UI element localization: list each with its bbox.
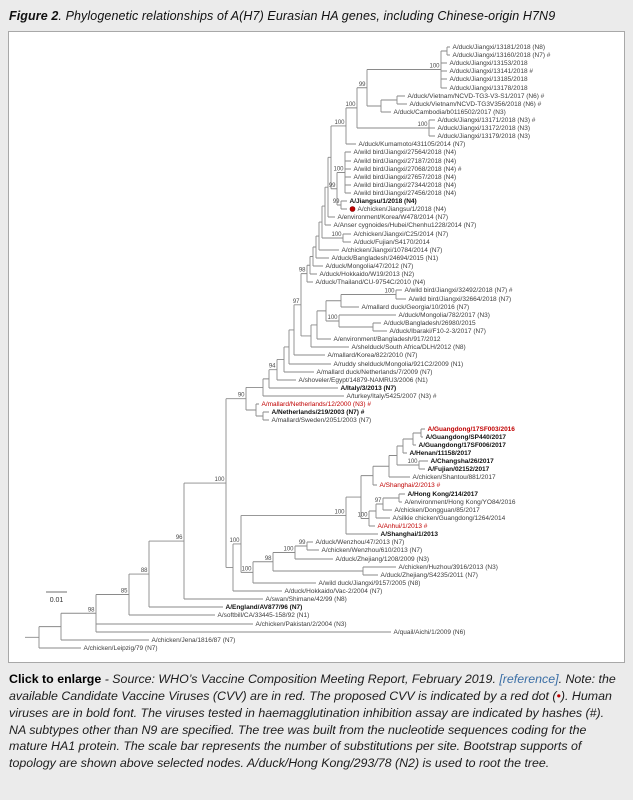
taxon-label: A/Anser cygnoides/Hubei/Chenhu1228/2014 (N7) bbox=[333, 222, 477, 230]
taxon-label: A/environment/Korea/W478/2014 (N7) bbox=[337, 214, 449, 222]
taxon-label: A/Netherlands/219/2003 (N7) # bbox=[271, 409, 365, 417]
taxon-label: A/wild bird/Jiangxi/27068/2018 (N4) # bbox=[353, 166, 462, 174]
caption-source: - Source: WHO’s Vaccine Composition Meeting Report, February 2019. bbox=[101, 672, 500, 686]
taxon-label: A/swan/Shimane/42/99 (N8) bbox=[265, 596, 347, 604]
taxon-label: A/duck/Mongolia/782/2017 (N3) bbox=[398, 312, 490, 320]
taxon-label: A/turkey/Italy/5425/2007 (N3) # bbox=[346, 393, 437, 401]
taxon-label: A/ruddy shelduck/Mongolia/921C2/2009 (N1) bbox=[333, 361, 464, 369]
bootstrap-value: 97 bbox=[374, 498, 382, 504]
taxon-label: A/mallard/Sweden/2051/2003 (N7) bbox=[271, 417, 372, 425]
taxon-label: A/duck/Ibaraki/F10-2-3/2017 (N7) bbox=[389, 328, 486, 336]
taxon-label: A/wild bird/Jiangxi/27344/2018 (N4) bbox=[353, 182, 457, 190]
taxon-label: A/chicken/Jiangxi/10784/2014 (N7) bbox=[341, 247, 443, 255]
scale-bar-label: 0.01 bbox=[49, 597, 64, 604]
taxon-label: A/mallard/Korea/822/2010 (N7) bbox=[327, 352, 418, 360]
red-dot-glyph: • bbox=[556, 688, 561, 703]
taxon-label: A/chicken/Pakistan/2/2004 (N3) bbox=[255, 621, 347, 629]
taxon-label: A/duck/Fujian/S4170/2014 bbox=[353, 239, 430, 247]
taxon-label: A/shoveler/Egypt/14879-NAMRU3/2006 (N1) bbox=[298, 377, 428, 385]
taxon-label: A/mallard duck/Georgia/10/2016 (N7) bbox=[361, 304, 470, 312]
taxon-label: A/duck/Bangladesh/26980/2015 bbox=[383, 320, 476, 328]
bootstrap-value: 100 bbox=[417, 122, 428, 128]
taxon-label: A/duck/Jiangxi/13185/2018 bbox=[449, 76, 528, 84]
bootstrap-value: 100 bbox=[283, 546, 294, 553]
taxon-label: A/duck/Mongolia/47/2012 (N7) bbox=[325, 263, 414, 271]
bootstrap-value: 99 bbox=[328, 182, 336, 189]
bootstrap-value: 98 bbox=[298, 267, 306, 274]
bootstrap-value: 99 bbox=[298, 540, 306, 546]
bootstrap-value: 85 bbox=[120, 588, 128, 595]
taxon-label: A/wild duck/Jiangxi/9157/2005 (N8) bbox=[318, 580, 421, 588]
taxon-label: A/wild bird/Jiangxi/27187/2018 (N4) bbox=[353, 158, 457, 166]
bootstrap-value: 100 bbox=[214, 477, 225, 484]
taxon-label: A/duck/Zhejiang/S4235/2011 (N7) bbox=[380, 572, 478, 580]
taxon-label: A/England/AV877/96 (N7) bbox=[225, 604, 303, 612]
taxon-label: A/duck/Jiangxi/13153/2018 bbox=[449, 60, 528, 68]
taxon-label: A/wild bird/Jiangxi/27564/2018 (N4) bbox=[353, 149, 457, 157]
taxon-label: A/Guangdong/SP440/2017 bbox=[425, 434, 507, 442]
taxon-label: A/Henan/11158/2017 bbox=[409, 450, 472, 458]
taxon-label: A/chicken/Dongguan/85/2017 bbox=[394, 507, 480, 515]
taxon-label: A/duck/Vietnam/NCVD-TG3V356/2018 (N6) # bbox=[409, 101, 542, 109]
taxon-label: A/wild bird/Jiangxi/32664/2018 (N7) bbox=[408, 296, 512, 304]
taxon-label: A/silkie chicken/Guangdong/1264/2014 bbox=[392, 515, 506, 523]
taxon-label: A/shelduck/South Africa/DLH/2012 (N8) bbox=[351, 344, 466, 352]
bootstrap-value: 96 bbox=[175, 535, 183, 542]
bootstrap-value: 100 bbox=[331, 232, 342, 238]
bootstrap-value: 100 bbox=[229, 537, 240, 544]
bootstrap-value: 100 bbox=[334, 119, 345, 126]
figure-number: Figure 2 bbox=[9, 9, 59, 23]
taxon-label: A/chicken/Huzhou/3916/2013 (N3) bbox=[398, 564, 498, 572]
bootstrap-value: 100 bbox=[384, 288, 395, 295]
taxon-label: A/duck/Jiangxi/13141/2018 # bbox=[449, 68, 533, 76]
taxon-label: A/duck/Jiangxi/13160/2018 (N7) # bbox=[452, 52, 551, 60]
bootstrap-value: 98 bbox=[264, 555, 272, 562]
taxon-label: A/duck/Zhejiang/1208/2009 (N3) bbox=[335, 556, 430, 564]
bootstrap-value: 99 bbox=[332, 199, 340, 205]
taxon-label: A/chicken/Jiangxi/C25/2014 (N7) bbox=[353, 231, 449, 239]
taxon-label: A/Changsha/26/2017 bbox=[430, 458, 494, 466]
taxon-label: A/chicken/Wenzhou/610/2013 (N7) bbox=[321, 547, 423, 555]
taxon-label: A/mallard/Netherlands/12/2000 (N3) # bbox=[261, 401, 371, 409]
taxon-label: A/mallard duck/Netherlands/7/2009 (N7) bbox=[316, 369, 433, 377]
taxon-label: A/duck/Vietnam/NCVD-TG3-V3-S1/2017 (N6) # bbox=[407, 93, 545, 101]
taxon-label: A/duck/Thailand/CU-9754C/2010 (N4) bbox=[315, 279, 426, 287]
taxon-label: A/wild bird/Jiangxi/27657/2018 (N4) bbox=[353, 174, 457, 182]
phylogenetic-tree bbox=[9, 32, 624, 662]
cvv-red-dot bbox=[350, 207, 355, 212]
taxon-label: A/Fujian/02152/2017 bbox=[427, 466, 490, 474]
taxon-label: A/duck/Hokkaido/Vac-2/2004 (N7) bbox=[284, 588, 383, 596]
taxon-label: A/duck/Bangladesh/24694/2015 (N1) bbox=[331, 255, 439, 263]
taxon-label: A/chicken/Shantou/881/2017 bbox=[412, 474, 496, 482]
taxon-label: A/environment/Hong Kong/YO84/2016 bbox=[404, 499, 516, 507]
taxon-label: A/Shanghai/2/2013 # bbox=[379, 482, 441, 490]
taxon-label: A/duck/Kumamoto/431105/2014 (N7) bbox=[358, 141, 466, 149]
bootstrap-value: 98 bbox=[87, 607, 95, 614]
bootstrap-value: 99 bbox=[358, 81, 366, 88]
figure-title bbox=[9, 9, 625, 23]
taxon-label: A/duck/Jiangxi/13181/2018 (N8) bbox=[452, 44, 546, 52]
taxon-label: A/wild bird/Jiangxi/32492/2018 (N7) # bbox=[404, 287, 513, 295]
caption-note-2: ). Human viruses are in bold font. The viruses tested in haemagglutination inhibition assay are indicated by hashes (#). NA subtypes other than N9 are specified. The tree was built from the nucleotide sequences coding for the mature HA1 protein. The scale bar represents the number of substitutions per site. Bootstrap supports of topology are shown above selected nodes. A/duck/Hong Kong/293/78 (N2) is used to root the tree. bbox=[9, 688, 612, 771]
taxon-label: A/duck/Wenzhou/47/2013 (N7) bbox=[315, 539, 405, 547]
taxon-label: A/chicken/Leipzig/79 (N7) bbox=[83, 645, 158, 653]
taxon-label: A/duck/Jiangxi/13171/2018 (N3) # bbox=[437, 117, 536, 125]
figure-caption bbox=[9, 671, 624, 772]
taxon-label: A/duck/Hokkaido/W19/2013 (N2) bbox=[319, 271, 415, 279]
taxon-label: A/duck/Jiangxi/13172/2018 (N3) bbox=[437, 125, 531, 133]
taxon-label: A/Italy/3/2013 (N7) bbox=[340, 385, 397, 393]
bootstrap-value: 100 bbox=[327, 315, 338, 321]
taxon-label: A/quail/Aichi/1/2009 (N6) bbox=[393, 629, 466, 637]
taxon-label: A/Shanghai/1/2013 bbox=[380, 531, 438, 539]
bootstrap-value: 100 bbox=[334, 509, 345, 516]
bootstrap-value: 94 bbox=[268, 363, 276, 370]
taxon-label: A/duck/Jiangxi/13179/2018 (N3) bbox=[437, 133, 531, 141]
bootstrap-value: 100 bbox=[357, 512, 368, 519]
taxon-label: A/duck/Cambodia/b0116502/2017 (N3) bbox=[393, 109, 506, 117]
taxon-label: A/Jiangsu/1/2018 (N4) bbox=[349, 198, 417, 206]
bootstrap-value: 90 bbox=[237, 392, 245, 399]
taxon-label: A/chicken/Jena/1816/87 (N7) bbox=[151, 637, 236, 645]
taxon-label: A/Anhui/1/2013 # bbox=[377, 523, 428, 531]
taxon-label: A/wild bird/Jiangxi/27456/2018 (N4) bbox=[353, 190, 457, 198]
reference-link[interactable]: [reference] bbox=[499, 672, 559, 686]
bootstrap-value: 88 bbox=[140, 568, 148, 575]
bootstrap-value: 100 bbox=[333, 166, 344, 173]
figure-title-text: . Phylogenetic relationships of A(H7) Eurasian HA genes, including Chinese-origin H7N9 bbox=[58, 9, 556, 23]
taxon-label: A/Hong Kong/214/2017 bbox=[407, 491, 478, 499]
bootstrap-value: 100 bbox=[429, 63, 440, 70]
taxon-label: A/duck/Jiangxi/13178/2018 bbox=[449, 85, 528, 93]
caption-note-1: . Note: the available Candidate Vaccine Viruses (CVV) are in red. The proposed CVV is indicated by a red dot ( bbox=[9, 672, 616, 703]
taxon-label: A/environment/Bangladesh/917/2012 bbox=[333, 336, 441, 344]
bootstrap-value: 97 bbox=[292, 298, 300, 305]
click-to-enlarge-link[interactable]: Click to enlarge bbox=[9, 672, 102, 686]
taxon-label: A/Guangdong/17SF006/2017 bbox=[418, 442, 506, 450]
taxon-label: A/chicken/Jiangsu/1/2018 (N4) bbox=[357, 206, 447, 214]
taxon-label: A/Guangdong/17SF003/2016 bbox=[427, 426, 515, 434]
bootstrap-value: 100 bbox=[407, 459, 418, 465]
taxon-label: A/softbill/CA/33445-158/92 (N1) bbox=[217, 612, 310, 620]
figure-image-frame[interactable] bbox=[8, 31, 625, 663]
bootstrap-value: 100 bbox=[241, 566, 252, 573]
bootstrap-value: 100 bbox=[345, 101, 356, 108]
